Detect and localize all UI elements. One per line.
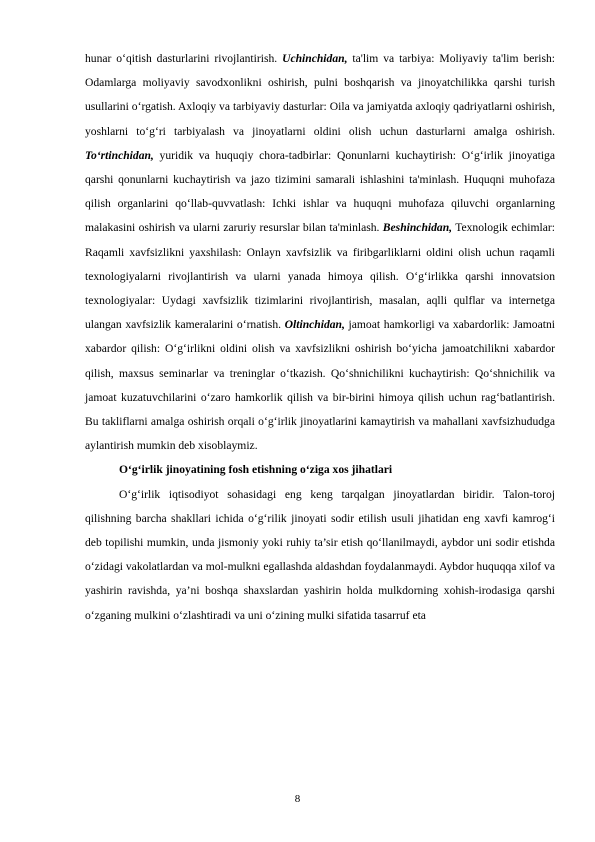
paragraph-recommendations bbox=[85, 47, 555, 458]
ordinal-fifth: Beshinchidan, bbox=[382, 221, 453, 235]
ordinal-sixth: Oltinchidan, bbox=[284, 318, 345, 332]
ordinal-third: Uchinchidan, bbox=[282, 52, 348, 65]
section-heading: O‘g‘irlik jinoyatining fosh etishning o‘ziga xos jihatlari bbox=[119, 463, 393, 477]
paragraph-text: jamoat hamkorligi va xabardorlik: Jamoatni xabardor qilish: O‘g‘irlikni oldini olish va xavfsizlikni oshirish bo‘yicha jamoatchilikni xabardor qilish, maxsus seminarlar va treninglar o‘tkazish. Qo‘shnichilikni kuchaytirish: Qo‘shnichilik va jamoat kuzatuvchilarini o‘zaro hamkorlik qilish va bir-birini himoya qilish uchun rag‘batlantirish. Bu takliflarni amalga oshirish orqali o‘g‘irlik jinoyatlarini kamaytirish va mahallani xavfsizhududga aylantirish mumkin deb xisoblaymiz. bbox=[85, 318, 555, 453]
paragraph-text: yuridik va huquqiy chora-tadbirlar: Qonunlarni kuchaytirish: O‘g‘irlik jinoyatiga qarshi qonunlarni kuchaytirish va jazo tizimini samarali ishlashini ta'minlash. Huquqni muhofaza qilish organlarini qo‘llab-quvvatlash: Ichki ishlar va huquqni muhofaza qiluvchi organlarning malakasini oshirish va ularni zaruriy resurslar bilan ta'minlash. bbox=[85, 148, 555, 235]
paragraph-theft-description: O‘g‘irlik iqtisodiyot sohasidagi eng keng tarqalgan jinoyatlardan biridir. Talon-toroj qilishning barcha shakllari ichida o‘g‘rilik jinoyati sodir etilish usuli jihatidan eng xavfi kamrog‘i deb topilishi mumkin, unda jismoniy yoki ruhiy ta’sir etish qo‘llanilmaydi, aybdor uni sodir etishda o‘zidagi vakolatlardan va mol-mulkni egallashda aldashdan foydalanmaydi. Aybdor huquqqa xilof va yashirin ravishda, ya’ni boshqa shaxslardan yashirin holda mulkdorning xohish-irodasiga qarshi o‘zganing mulkini o‘zlashtiradi va uni o‘zining mulki sifatida tasarruf eta bbox=[85, 487, 555, 622]
paragraph-text: hunar o‘qitish dasturlarini rivojlantirish. bbox=[85, 52, 283, 65]
ordinal-fourth: To‘rtinchidan, bbox=[85, 148, 154, 162]
page-number: 8 bbox=[294, 793, 301, 805]
body-text bbox=[85, 47, 555, 628]
paragraph-text: ta'lim va tarbiya: Moliyaviy ta'lim berish: Odamlarga moliyaviy savodxonlikni oshirish, pulni boshqarish va jinoyatchilikka qarshi turish usullarini o‘rgatish. Axloqiy va tarbiyaviy dasturlar: Oila va jamiyatda axloqiy qadriyatlarni oshirish, yoshlarni to‘g‘ri tarbiyalash va jinoyatlarni oldini olish uchun dasturlarni amalga oshirish. bbox=[85, 52, 555, 138]
paragraph-text: Texnologik echimlar: Raqamli xavfsizlikni yaxshilash: Onlayn xavfsizlik va firibgarliklarni oldini olish uchun raqamli texnologiyalarni rivojlantirish va ularni yanada himoya qilish. O‘g‘irlikka qarshi innovatsion texnologiyalar: Uydagi xavfsizlik tizimlarini rivojlantirish, masalan, aqlli qulflar va internetga ulangan xavfsizlik kameralarini o‘rnatish. bbox=[85, 221, 555, 332]
